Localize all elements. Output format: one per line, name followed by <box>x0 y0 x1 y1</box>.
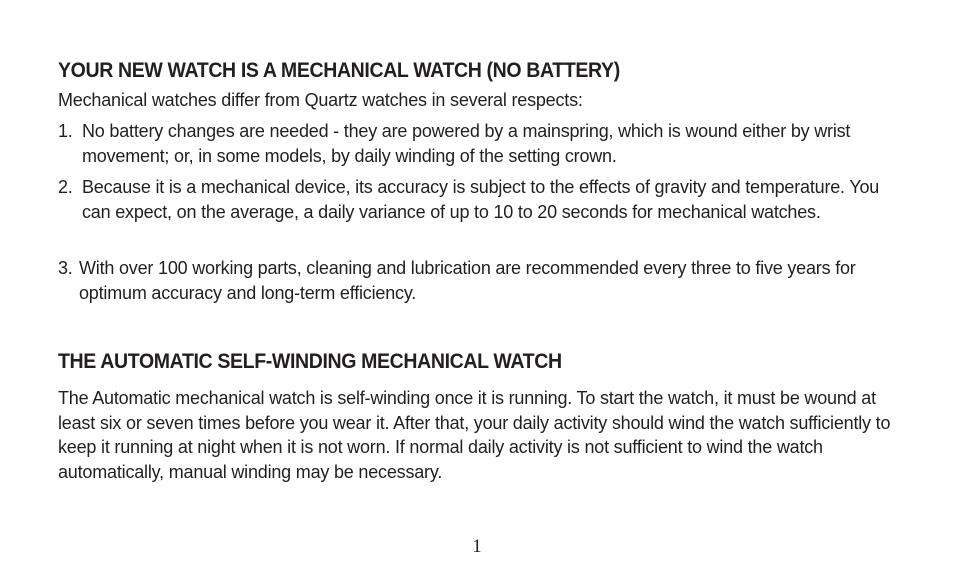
numbered-list-item-2 <box>58 175 904 224</box>
list-item-number: 2. <box>58 177 73 197</box>
section-heading-mechanical-watch: YOUR NEW WATCH IS A MECHANICAL WATCH (NO BATTERY) <box>58 59 620 82</box>
numbered-list-item-1 <box>58 119 904 168</box>
list-item <box>58 175 904 224</box>
list-item-number: 3. <box>58 258 73 278</box>
list-item <box>58 256 904 305</box>
list-item-text: No battery changes are needed - they are powered by a mainspring, which is wound either by wrist movement; or, in some models, by daily winding of the setting crown. <box>82 121 851 166</box>
section-heading-automatic-watch: THE AUTOMATIC SELF-WINDING MECHANICAL WATCH <box>58 350 562 373</box>
list-item <box>58 119 904 168</box>
section-paragraph: The Automatic mechanical watch is self-winding once it is running. To start the watch, it must be wound at least six or seven times before you wear it. After that, your daily activity should wind the watch sufficiently to keep it running at night when it is not worn. If normal daily activity is not sufficient to wind the watch automatically, manual winding may be necessary. <box>58 388 891 482</box>
list-item-text: With over 100 working parts, cleaning and lubrication are recommended every three to five years for optimum accuracy and long-term efficiency. <box>79 258 856 303</box>
section-intro: Mechanical watches differ from Quartz watches in several respects: <box>58 90 583 110</box>
numbered-list-item-3 <box>58 256 904 305</box>
list-item-number: 1. <box>58 121 73 141</box>
list-item-text: Because it is a mechanical device, its accuracy is subject to the effects of gravity and temperature. You can expect, on the average, a daily variance of up to 10 to 20 seconds for mechanical watches. <box>82 177 880 222</box>
page-number: 1 <box>472 536 482 557</box>
